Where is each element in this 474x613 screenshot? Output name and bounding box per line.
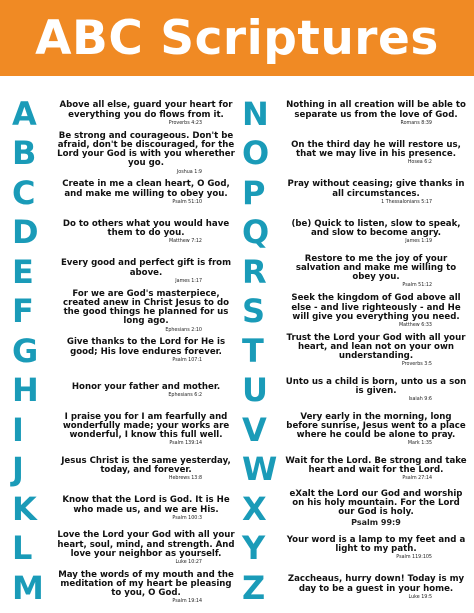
scripture-body — [54, 413, 242, 447]
verse-text: Every good and perfect gift is from above. — [60, 258, 232, 278]
scripture-entry-n — [240, 94, 472, 134]
scripture-entry-o — [240, 134, 472, 174]
alphabet-letter: M — [12, 568, 44, 607]
scripture-entry-z — [240, 568, 472, 608]
scripture-entry-x — [240, 489, 472, 529]
alphabet-letter: J — [12, 450, 24, 489]
scripture-entry-e — [10, 252, 242, 292]
verse-reference: Psalm 27:14 — [402, 476, 432, 482]
verse-reference: Psalm 99:9 — [351, 517, 401, 527]
scripture-entry-m — [10, 568, 242, 608]
verse-text: May the words of my mouth and the meditation of my heart be pleasing to you, O God. — [58, 569, 234, 599]
verse-reference: Luke 19:5 — [408, 594, 432, 600]
scripture-entry-s — [240, 292, 472, 332]
verse-reference: Proverbs 3:5 — [401, 362, 432, 368]
verse-reference: Joshua 1:9 — [176, 169, 202, 175]
scripture-body — [284, 490, 472, 527]
verse-reference: Hosea 6:2 — [407, 160, 432, 166]
scripture-body — [54, 259, 242, 284]
verse-text: Create in me a clean heart, O God, and make me willing to obey you. — [62, 179, 230, 199]
scripture-entry-i — [10, 410, 242, 450]
scripture-entry-v — [240, 410, 472, 450]
verse-text: Unto us a child is born, unto us a son is given. — [285, 376, 467, 397]
verse-text: Pray without ceasing; give thanks in all circumstances. — [287, 179, 465, 199]
alphabet-letter: F — [12, 292, 34, 331]
scripture-body — [284, 457, 472, 482]
verse-reference: Psalm 51:10 — [172, 199, 202, 205]
scripture-body — [54, 457, 242, 482]
alphabet-letter: S — [242, 292, 266, 331]
scripture-entry-g — [10, 331, 242, 371]
scripture-entry-d — [10, 213, 242, 253]
scripture-entry-c — [10, 173, 242, 213]
scripture-entry-j — [10, 450, 242, 490]
scripture-entry-f — [10, 288, 242, 333]
left-column — [10, 94, 242, 608]
scripture-entry-w — [240, 450, 472, 490]
scripture-entry-b — [10, 130, 242, 175]
verse-text: Very early in the morning, long before sunrise, Jesus went to a place where he could be alone to pray. — [286, 411, 466, 441]
verse-text: I praise you for I am fearfully and wonderfully made; your works are wonderful, I know this full well. — [62, 411, 230, 441]
verse-text: Above all else, guard your heart for everything you do flows from it. — [59, 100, 233, 120]
scripture-body — [284, 575, 472, 600]
verse-reference: Psalm 19:14 — [172, 599, 202, 605]
alphabet-letter: N — [242, 94, 269, 133]
verse-text: Be strong and courageous. Don't be afraid, don't be discouraged, for the Lord your God is with you wherether you go. — [57, 130, 235, 169]
scripture-entry-a — [10, 94, 242, 134]
scripture-body — [284, 101, 472, 126]
scripture-body — [284, 334, 472, 368]
page-title: ABC Scriptures — [35, 10, 439, 66]
verse-text: Your word is a lamp to my feet and a light to my path. — [286, 534, 466, 555]
verse-reference: Ephesians 2:10 — [165, 327, 202, 333]
alphabet-letter: E — [12, 252, 34, 291]
alphabet-letter: Q — [242, 213, 270, 252]
scripture-body — [54, 132, 242, 175]
verse-text: On the third day he will restore us, that we may live in his presence. — [291, 139, 461, 160]
alphabet-letter: G — [12, 331, 39, 370]
verse-text: Do to others what you would have them to do you. — [62, 218, 230, 239]
scripture-body — [284, 413, 472, 447]
scripture-body — [284, 180, 472, 205]
scripture-entry-p — [240, 173, 472, 213]
verse-reference: Psalm 139:14 — [169, 441, 202, 447]
alphabet-letter: V — [242, 410, 267, 449]
verse-text: Nothing in all creation will be able to separate us from the love of God. — [286, 100, 466, 120]
alphabet-letter: H — [12, 371, 39, 410]
verse-text: Jesus Christ is the same yesterday, today, and forever. — [61, 455, 231, 476]
verse-text: Trust the Lord your God with all your heart, and lean not on your own understanding. — [286, 332, 466, 362]
verse-text: Give thanks to the Lord for He is good; His love endures forever. — [66, 337, 226, 357]
verse-text: Restore to me the joy of your salvation and make me willing to obey you. — [295, 253, 457, 283]
verse-reference: Mark 1:35 — [407, 441, 432, 447]
alphabet-letter: C — [12, 173, 36, 212]
alphabet-letter: U — [242, 371, 268, 410]
alphabet-letter: T — [242, 331, 264, 370]
scripture-entry-y — [240, 529, 472, 569]
scripture-body — [54, 290, 242, 333]
verse-text: Zaccheaus, hurry down! Today is my day to be a guest in your home. — [287, 574, 465, 594]
verse-text: Wait for the Lord. Be strong and take heart and wait for the Lord. — [285, 455, 467, 476]
verse-reference: Psalm 51:12 — [402, 283, 432, 289]
alphabet-letter: L — [12, 529, 33, 568]
scripture-body — [54, 180, 242, 205]
verse-text: For we are God's masterpiece, created anew in Christ Jesus to do the good things he planned for us long ago. — [62, 288, 230, 327]
alphabet-letter: R — [242, 252, 267, 291]
verse-text: Seek the kingdom of God above all else - and live righteously - and He will give you everything you need. — [291, 293, 461, 322]
verse-reference: Hebrews 13:8 — [168, 476, 202, 482]
scripture-body — [54, 383, 242, 398]
verse-text: Love the Lord your God with all your heart, soul, mind, and strength. And love your neighbor as yourself. — [57, 530, 235, 559]
scripture-body — [54, 101, 242, 126]
verse-reference: Proverbs 4:23 — [168, 120, 202, 126]
scripture-entry-t — [240, 331, 472, 371]
verse-reference: Romans 8:39 — [400, 120, 432, 126]
verse-text: Honor your father and mother. — [71, 381, 221, 392]
right-column — [240, 94, 472, 608]
verse-text: eXalt the Lord our God and worship on his holy mountain. For the Lord our God is holy. — [289, 489, 463, 518]
verse-reference: Psalm 100:3 — [172, 515, 202, 521]
verse-reference: James 1:19 — [405, 239, 432, 245]
alphabet-letter: B — [12, 134, 37, 173]
scripture-body — [284, 255, 472, 289]
alphabet-letter: Y — [242, 529, 266, 568]
verse-reference: Ephesians 6:2 — [168, 392, 202, 398]
scripture-entry-l — [10, 529, 242, 569]
alphabet-letter: W — [242, 450, 278, 489]
alphabet-letter: O — [242, 134, 270, 173]
scripture-body — [54, 496, 242, 521]
scripture-entry-u — [240, 371, 472, 411]
verse-reference: Psalm 107:1 — [172, 357, 202, 363]
scripture-body — [284, 294, 472, 328]
scripture-body — [284, 536, 472, 561]
verse-reference: Isaiah 9:6 — [408, 397, 432, 403]
verse-reference: Matthew 7:12 — [168, 239, 202, 245]
scripture-body — [284, 378, 472, 403]
verse-reference: 1 Thessalonians 5:17 — [381, 199, 432, 205]
verse-reference: James 1:17 — [175, 278, 202, 284]
scripture-entry-q — [240, 213, 472, 253]
scripture-body — [54, 571, 242, 605]
scripture-body — [284, 141, 472, 166]
scripture-body — [54, 338, 242, 363]
verse-reference: Luke 10:27 — [175, 559, 202, 565]
title-banner — [0, 0, 474, 76]
alphabet-letter: P — [242, 173, 266, 212]
alphabet-letter: X — [242, 489, 267, 528]
scripture-entry-r — [240, 252, 472, 292]
verse-reference: Matthew 6:33 — [398, 322, 432, 328]
scripture-body — [54, 531, 242, 565]
alphabet-letter: Z — [242, 568, 266, 607]
alphabet-letter: K — [12, 489, 37, 528]
verse-text: (be) Quick to listen, slow to speak, and slow to become angry. — [291, 218, 461, 239]
verse-reference: Psalm 119:105 — [396, 555, 432, 561]
scripture-body — [54, 220, 242, 245]
scripture-entry-k — [10, 489, 242, 529]
alphabet-letter: I — [12, 410, 24, 449]
alphabet-letter: D — [12, 213, 39, 252]
alphabet-letter: A — [12, 94, 37, 133]
scripture-body — [284, 220, 472, 245]
verse-text: Know that the Lord is God. It is He who made us, and we are His. — [62, 495, 230, 515]
scripture-entry-h — [10, 371, 242, 411]
